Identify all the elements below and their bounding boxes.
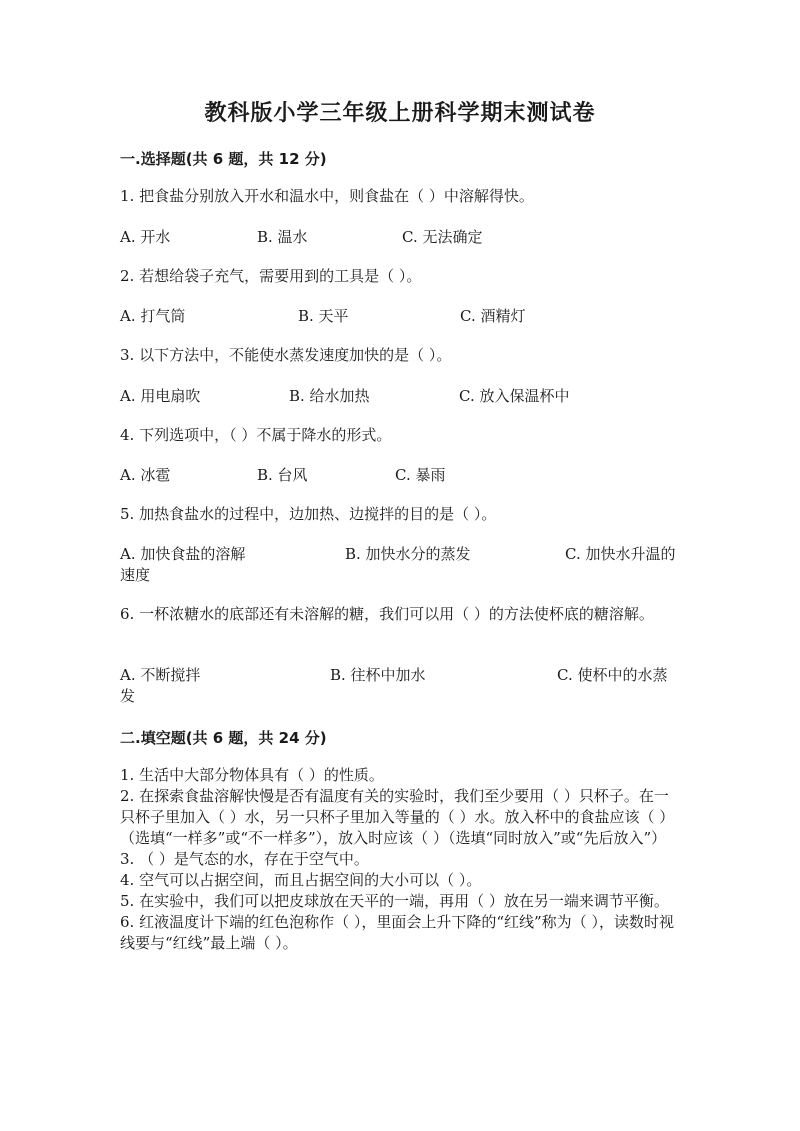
question-5: 5. 加热食盐水的过程中，边加热、边搅拌的目的是（ ）。 [120, 505, 497, 523]
fill-blank-list [120, 765, 680, 954]
question-3: 3. 以下方法中，不能使水蒸发速度加快的是（ ）。 [120, 346, 452, 364]
question-6: 6. 一杯浓糖水的底部还有未溶解的糖，我们可以用（ ）的方法使杯底的糖溶解。 [120, 605, 654, 623]
option-c[interactable]: C. 放入保温杯中 [459, 387, 570, 405]
option-a[interactable]: A. 不断搅拌 [120, 666, 201, 684]
question-2: 2. 若想给袋子充气，需要用到的工具是（ ）。 [120, 267, 422, 285]
option-c-wrap: 速度 [120, 566, 151, 584]
option-a[interactable]: A. 冰雹 [120, 466, 171, 484]
options-6 [120, 665, 700, 687]
option-a[interactable]: A. 开水 [120, 228, 171, 246]
section-heading-choice: 一.选择题(共 6 题，共 12 分) [120, 150, 327, 168]
fill-item-1: 1. 生活中大部分物体具有（ ）的性质。 [120, 766, 384, 784]
fill-item-5: 5. 在实验中，我们可以把皮球放在天平的一端，再用（ ）放在另一端来调节平衡。 [120, 892, 669, 910]
fill-item-4: 4. 空气可以占据空间，而且占据空间的大小可以（ ）。 [120, 871, 482, 889]
options-4 [120, 465, 700, 487]
option-c[interactable]: C. 使杯中的水蒸 [557, 666, 668, 684]
question-1: 1. 把食盐分别放入开水和温水中，则食盐在（ ）中溶解得快。 [120, 187, 534, 205]
option-b[interactable]: B. 给水加热 [289, 387, 370, 405]
options-1 [120, 227, 700, 249]
fill-item-3: 3. （ ）是气态的水，存在于空气中。 [120, 850, 369, 868]
option-c[interactable]: C. 暴雨 [395, 466, 446, 484]
option-a[interactable]: A. 用电扇吹 [120, 387, 201, 405]
option-c[interactable]: C. 加快水升温的 [565, 545, 676, 563]
option-b[interactable]: B. 台风 [257, 466, 308, 484]
fill-item-2: 2. 在探索食盐溶解快慢是否有温度有关的实验时，我们至少要用（ ）只杯子。在一只杯子里加入（ ）水，另一只杯子里加入等量的（ ）水。放入杯中的食盐应该（ ）（选填“一样多”或“不一样多”），放入时应该（ ）（选填“同时放入”或“先后放入”） [120, 787, 675, 847]
option-b[interactable]: B. 天平 [298, 307, 349, 325]
option-b[interactable]: B. 往杯中加水 [330, 666, 426, 684]
option-a[interactable]: A. 加快食盐的溶解 [120, 545, 246, 563]
options-3 [120, 386, 700, 408]
option-b[interactable]: B. 温水 [257, 228, 308, 246]
option-c[interactable]: C. 无法确定 [402, 228, 483, 246]
options-2 [120, 306, 700, 328]
option-a[interactable]: A. 打气筒 [120, 307, 186, 325]
page-title: 教科版小学三年级上册科学期末测试卷 [204, 101, 596, 126]
fill-item-6: 6. 红液温度计下端的红色泡称作（ ），里面会上升下降的“红线”称为（ ），读数时视线要与“红线”最上端（ ）。 [120, 913, 674, 952]
section-heading-fill: 二.填空题(共 6 题，共 24 分) [120, 729, 327, 747]
question-4: 4. 下列选项中，（ ）不属于降水的形式。 [120, 426, 392, 444]
option-c[interactable]: C. 酒精灯 [460, 307, 526, 325]
option-c-wrap: 发 [120, 687, 136, 705]
options-5 [120, 544, 700, 566]
option-b[interactable]: B. 加快水分的蒸发 [345, 545, 471, 563]
